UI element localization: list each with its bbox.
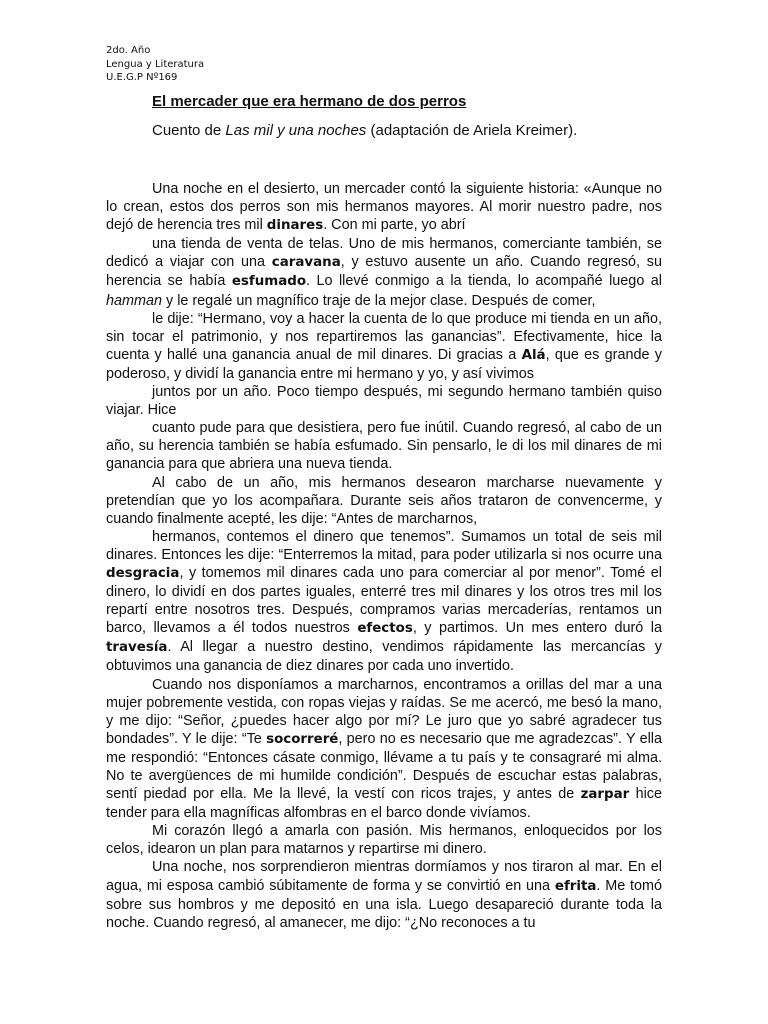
text-run: una tienda de venta de telas. Uno de mis hermanos, comerciante también, se dedicó a viajar con una — [106, 236, 662, 271]
italic-term: hamman — [106, 292, 162, 309]
story-paragraph — [106, 383, 662, 419]
text-run: , y partimos. Un mes entero duró la — [412, 620, 662, 637]
text-run: . Lo llevé conmigo a la tienda, lo acompañé luego al — [306, 273, 662, 290]
text-run: Una noche, nos sorprendieron mientras dormíamos y nos tiraron al mar. En el agua, mi esposa cambió súbitamente de forma y se convirtió en una — [106, 859, 662, 894]
text-run: hermanos, contemos el dinero que tenemos”. Sumamos un total de seis mil dinares. Entonces les dije: “Enterremos la mitad, para poder utilizarla si nos ocurre una — [106, 528, 662, 563]
text-run: , que es grande y poderoso, y dividí la ganancia entre mi hermano y yo, y así vivimos — [106, 346, 662, 382]
story-body — [106, 180, 662, 932]
story-paragraph — [106, 474, 662, 528]
text-run: Cuando nos disponíamos a marcharnos, encontramos a orillas del mar a una mujer pobremente vestida, con ropas viejas y raídas. Se me acercó, me besó la mano, y me dijo: “Señor, ¿puedes hacer algo por mí? Le juro que yo sabré agradecer tus bondades”. Y le dije: “Te — [106, 676, 662, 747]
glossary-term: zarpar — [580, 787, 630, 803]
glossary-term: efectos — [357, 621, 413, 637]
text-run: . Me tomó sobre sus hombros y me depositó en una isla. Luego desapareció durante toda la noche. Cuando regresó, al amanecer, me dijo: “¿No reconoces a tu — [106, 877, 663, 931]
glossary-term: socorreré — [266, 731, 339, 747]
story-paragraph — [106, 676, 662, 823]
text-run: juntos por un año. Poco tiempo después, mi segundo hermano también quiso viajar. Hice — [106, 384, 662, 419]
document-subtitle — [152, 121, 577, 141]
text-run: y le regalé un magnífico traje de la mejor clase. Después de comer, — [162, 292, 596, 309]
glossary-term: efrita — [554, 878, 597, 894]
story-paragraph — [106, 822, 662, 858]
story-paragraph — [106, 419, 662, 473]
glossary-term: travesía — [106, 640, 168, 656]
text-run: cuanto pude para que desistiera, pero fue inútil. Cuando regresó, al cabo de un año, su herencia también se había esfumado. Sin pensarlo, le di los mil dinares de mi ganancia para que abriera una nueva tienda. — [106, 420, 662, 473]
text-run: , y tomemos mil dinares cada uno para comerciar al por menor”. Tomé el dinero, lo dividí en dos partes iguales, enterré tres mil dinares y los otros tres mil los repartí entre nosotros tres. Después, compramos varias mercaderías, rentamos un barco, llevamos a él todos nuestros — [106, 564, 662, 637]
subtitle-book-title: Las mil y una noches — [225, 122, 367, 139]
text-run: Una noche en el desierto, un mercader contó la siguiente historia: «Aunque no lo crean, estos dos perros son mis hermanos mayores. Al morir nuestro padre, nos dejó de herencia tres mil — [106, 181, 662, 234]
subtitle-suffix: (adaptación de Ariela Kreimer). — [366, 122, 578, 139]
glossary-term: caravana — [271, 255, 341, 271]
text-run: . Al llegar a nuestro destino, vendimos rápidamente las mercancías y obtuvimos una ganancia de diez dinares por cada uno invertido. — [106, 639, 662, 675]
story-paragraph — [106, 310, 662, 383]
subtitle-prefix: Cuento de — [152, 122, 226, 139]
document-title: El mercader que era hermano de dos perros — [152, 93, 467, 110]
header-subject: Lengua y Literatura — [106, 58, 205, 70]
text-run: Al cabo de un año, mis hermanos desearon marcharse nuevamente y pretendían que yo los acompañara. Durante seis años trataron de convencerme, y cuando finalmente acepté, les dije: “Antes de marcharnos, — [106, 474, 662, 527]
story-paragraph — [106, 180, 662, 235]
story-paragraph — [106, 528, 662, 676]
header-school: U.E.G.P Nº169 — [106, 72, 178, 83]
glossary-term: dinares — [266, 218, 324, 234]
glossary-term: desgracia — [106, 565, 180, 581]
header-grade: 2do. Año — [106, 45, 151, 56]
story-paragraph — [106, 235, 662, 309]
text-run: Mi corazón llegó a amarla con pasión. Mis hermanos, enloquecidos por los celos, idearon un plan para matarnos y repartirse mi dinero. — [106, 823, 662, 858]
story-paragraph — [106, 858, 662, 931]
text-run: , pero no es necesario que me agradezcas”. Y ella me respondió: “Entonces cásate conmigo, llévame a tu país y te consagraré mi alma. No te avergüences de mi humilde condición”. Después de escuchar estas palabras, sentí piedad por ella. Me la llevé, la vestí con ricos trajes, y antes de — [106, 730, 662, 803]
text-run: le dije: “Hermano, voy a hacer la cuenta de lo que produce mi tienda en un año, sin tocar el patrimonio, y nos repartiremos las ganancias”. Efectivamente, hice la cuenta y hallé una ganancia anual de mil dinares. Di gracias a — [106, 310, 662, 363]
text-run: . Con mi parte, yo abrí — [323, 217, 466, 234]
glossary-term: esfumado — [231, 274, 307, 290]
glossary-term: Alá — [521, 347, 546, 363]
document-header — [106, 44, 204, 85]
text-run: , y estuvo ausente un año. Cuando regresó, su herencia se había — [106, 254, 662, 290]
text-run: hice tender para ella magníficas alfombras en el barco donde vivíamos. — [106, 786, 662, 822]
